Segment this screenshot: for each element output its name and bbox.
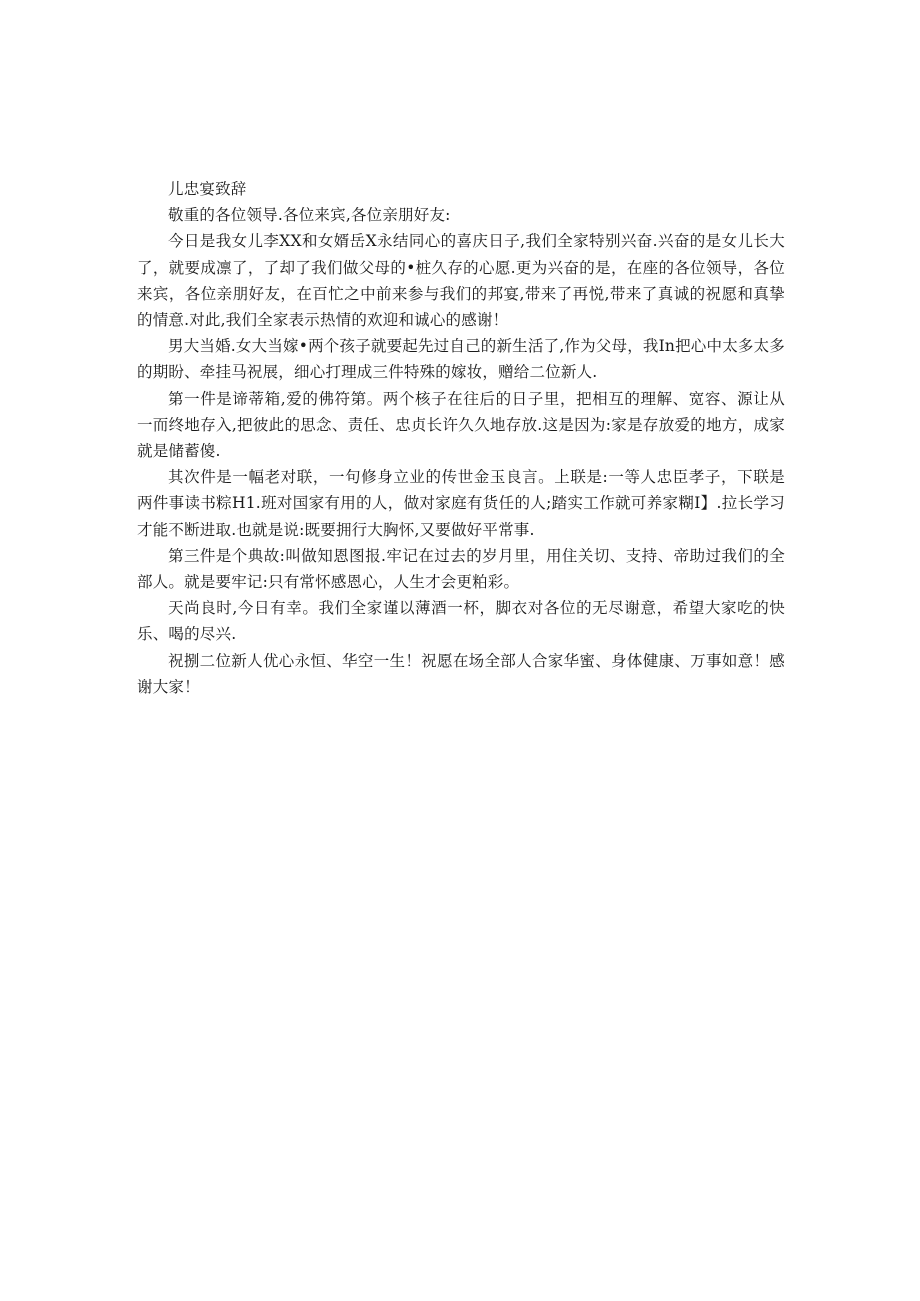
greeting-paragraph: 敬重的各位领导.各位来宾,各位亲朋好友: bbox=[168, 206, 451, 225]
body-paragraph: 其次件是一幅老对联，一句修身立业的传世金玉良言。上联是:一等人忠臣孝子，下联是两件事读书粽H1.班对国家有用的人，做对家庭有货任的人;踏实工作就可养家糊I】.拉长学习才能不断进取.也就是说:既要拥行大胸怀,又要做好平常事. bbox=[137, 468, 785, 539]
body-paragraph: 天尚良时,今日有幸。我们全家谨以薄酒一杯，脚衣对各位的无尽谢意，希望大家吃的快乐、喝的尽兴. bbox=[137, 599, 785, 644]
closing-paragraph: 祝捌二位新人优心永恒、华空一生！祝愿在场全部人合家华蜜、身体健康、万事如意！感谢大家！ bbox=[137, 651, 785, 696]
body-paragraph: 今日是我女儿李XX和女婿岳X永结同心的喜庆日子,我们全家特别兴奋.兴奋的是女儿长大了，就要成凛了，了却了我们做父母的•桩久存的心愿.更为兴奋的是，在座的各位领导，各位来宾，各位亲朋好友，在百忙之中前来参与我们的邦宴,带来了再悦,带来了真诚的祝愿和真挚的情意.对此,我们全家表示热情的欢迎和诚心的感谢！ bbox=[137, 232, 785, 330]
body-paragraph: 第三件是个典故:叫做知恩图报.牢记在过去的岁月里，用住关切、支持、帝助过我们的全部人。就是要牢记:只有常怀感恩心，人生才会更粕彩。 bbox=[137, 546, 785, 592]
document-body bbox=[137, 176, 785, 700]
body-paragraph: 第一件是谛蒂箱,爱的佛符第。两个核子在往后的日子里，把相互的理解、宽容、源让从一而终地存入,把彼此的思念、责任、忠贞长许久久地存放.这是因为:家是存放爱的地方，成家就是储蓄傻. bbox=[137, 389, 785, 461]
body-paragraph: 男大当婚.女大当嫁•两个孩子就要起先过自己的新生活了,作为父母，我In把心中太多太多的期盼、牵挂马祝展，细心打理成三件特殊的嫁妆，赠给二位新人. bbox=[137, 337, 786, 382]
document-title: 儿忠宴致辞 bbox=[168, 180, 247, 198]
